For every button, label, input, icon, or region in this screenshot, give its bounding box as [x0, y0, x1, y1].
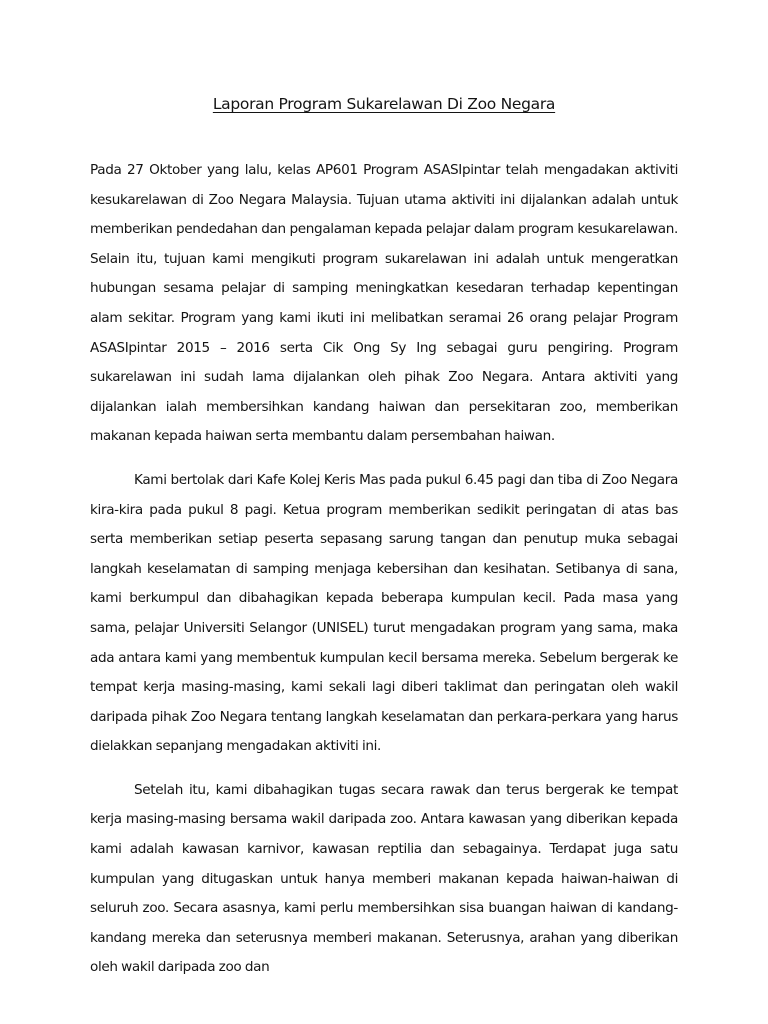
document-title-text: Laporan Program Sukarelawan Di Zoo Negara: [212, 95, 556, 113]
paragraph-2: Kami bertolak dari Kafe Kolej Keris Mas pada pukul 6.45 pagi dan tiba di Zoo Negara kira-kira pada pukul 8 pagi. Ketua program memberikan sedikit peringatan di atas bas serta memberikan setiap peserta sepasang sarung tangan dan penutup muka sebagai langkah keselamatan di samping menjaga kebersihan dan kesihatan. Setibanya di sana, kami berkumpul dan dibahagikan kepada beberapa kumpulan kecil. Pada masa yang sama, pelajar Universiti Selangor (UNISEL) turut mengadakan program yang sama, maka ada antara kami yang membentuk kumpulan kecil bersama mereka. Sebelum bergerak ke tempat kerja masing-masing, kami sekali lagi diberi taklimat dan peringatan oleh wakil daripada pihak Zoo Negara tentang langkah keselamatan dan perkara-perkara yang harus dielakkan sepanjang mengadakan aktiviti ini.: [90, 471, 678, 755]
paragraph-3: Setelah itu, kami dibahagikan tugas secara rawak dan terus bergerak ke tempat kerja masing-masing bersama wakil daripada zoo. Antara kawasan yang diberikan kepada kami adalah kawasan karnivor, kawasan reptilia dan sebagainya. Terdapat juga satu kumpulan yang ditugaskan untuk hanya memberi makanan kepada haiwan-haiwan di seluruh zoo. Secara asasnya, kami perlu membersihkan sisa buangan haiwan di kandang-kandang mereka dan seterusnya memberi makanan. Seterusnya, arahan yang diberikan oleh wakil daripada zoo dan: [90, 781, 678, 976]
document-body: [90, 156, 678, 983]
document-title: [0, 93, 768, 115]
paragraph-1: Pada 27 Oktober yang lalu, kelas AP601 Program ASASIpintar telah mengadakan aktiviti kesukarelawan di Zoo Negara Malaysia. Tujuan utama aktiviti ini dijalankan adalah untuk memberikan pendedahan dan pengalaman kepada pelajar dalam program kesukarelawan. Selain itu, tujuan kami mengikuti program sukarelawan ini adalah untuk mengeratkan hubungan sesama pelajar di samping meningkatkan kesedaran terhadap kepentingan alam sekitar. Program yang kami ikuti ini melibatkan seramai 26 orang pelajar Program ASASIpintar 2015 – 2016 serta Cik Ong Sy Ing sebagai guru pengiring. Program sukarelawan ini sudah lama dijalankan oleh pihak Zoo Negara. Antara aktiviti yang dijalankan ialah membersihkan kandang haiwan dan persekitaran zoo, memberikan makanan kepada haiwan serta membantu dalam persembahan haiwan.: [90, 162, 678, 445]
